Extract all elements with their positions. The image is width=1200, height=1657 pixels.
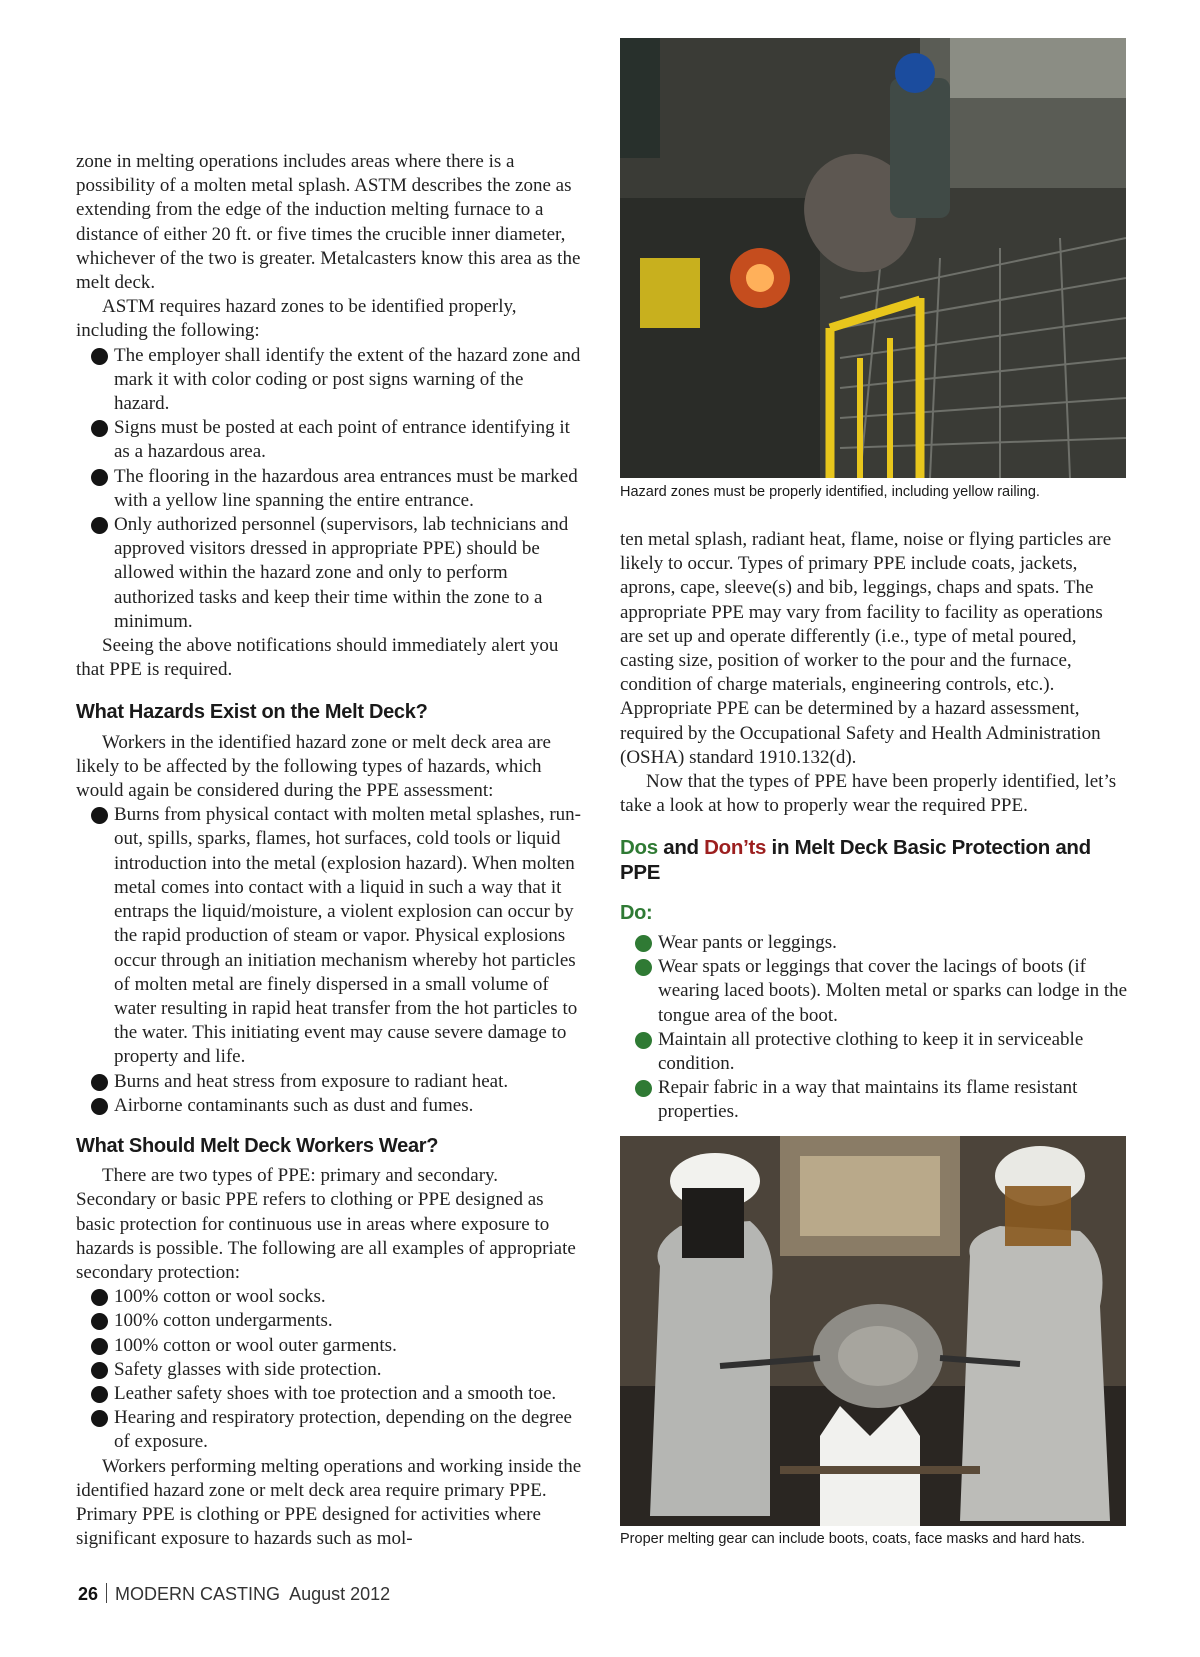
bullet-icon [91, 420, 108, 437]
list-item: The employer shall identify the extent of the hazard zone and mark it with color coding or post signs warning of the hazard. [76, 344, 582, 417]
continuation-paragraph: ten metal splash, radiant heat, flame, noise or flying particles are likely to occur. Types of primary PPE include coats, jackets, aprons, cape, sleeve(s) and bib, leggings, chaps and spats. The appropriate PPE may vary from facility to facility as operations are set up and operate differently (i.e., type of metal poured, casting size, position of worker to the pour and the furnace, condition of charge materials, engineering controls, etc.). Appropriate PPE can be determined by a hazard assessment, required by the Occupational Safety and Health Administration (OSHA) standard 1910.132(d). [620, 529, 1112, 768]
list-item: Maintain all protective clothing to keep it in serviceable condition. [620, 1028, 1128, 1076]
do-subheading: Do: [620, 901, 653, 924]
do-bullet-list [620, 931, 1128, 1125]
wear-heading: What Should Melt Deck Workers Wear? [76, 1134, 439, 1157]
page-number: 26 [78, 1584, 99, 1604]
list-item: Signs must be posted at each point of entrance identifying it as a hazardous area. [76, 416, 582, 464]
melting-gear-photo [620, 1136, 1126, 1526]
list-item: Leather safety shoes with toe protection and a smooth toe. [76, 1382, 582, 1406]
page-footer [78, 1583, 390, 1605]
hazards-heading: What Hazards Exist on the Melt Deck? [76, 701, 428, 724]
bullet-icon [91, 1313, 108, 1330]
dos-donts-heading: Dos and Don’ts in Melt Deck Basic Protection and PPE [620, 836, 1091, 884]
now-paragraph: Now that the types of PPE have been properly identified, let’s take a look at how to properly wear the required PPE. [620, 771, 1117, 817]
bullet-icon [635, 959, 652, 976]
melt-deck-illustration [620, 38, 1126, 478]
hazards-bullet-list [76, 803, 582, 1118]
list-item: 100% cotton or wool socks. [76, 1285, 582, 1309]
bullet-icon [91, 1362, 108, 1379]
wear-paragraph: There are two types of PPE: primary and secondary. Secondary or basic PPE refers to clothing or PPE designed as basic protection for continuous use in areas where exposure to hazards is possible. The following are all examples of appropriate secondary protection: [76, 1165, 576, 1283]
bullet-icon [91, 469, 108, 486]
bullet-icon [91, 517, 108, 534]
bullet-icon [635, 935, 652, 952]
magazine-name: MODERN CASTING [115, 1584, 281, 1604]
melt-deck-photo [620, 38, 1126, 478]
list-item: Safety glasses with side protection. [76, 1358, 582, 1382]
alert-paragraph: Seeing the above notifications should immediately alert you that PPE is required. [76, 635, 559, 681]
list-item: 100% cotton undergarments. [76, 1309, 582, 1333]
list-item: Only authorized personnel (supervisors, lab technicians and approved visitors dressed in appropriate PPE) should be allowed within the hazard zone and only to perform authorized tasks and keep their time within the zone to a minimum. [76, 513, 582, 634]
photo-caption-melting-gear: Proper melting gear can include boots, coats, face masks and hard hats. [620, 1531, 1086, 1547]
bullet-icon [91, 807, 108, 824]
list-item: The flooring in the hazardous area entrances must be marked with a yellow line spanning the entire entrance. [76, 465, 582, 513]
list-item: Hearing and respiratory protection, depending on the degree of exposure. [76, 1406, 582, 1454]
left-column [76, 150, 582, 1551]
list-item: Burns and heat stress from exposure to radiant heat. [76, 1070, 582, 1094]
bullet-icon [91, 1098, 108, 1115]
intro-paragraph: zone in melting operations includes areas where there is a possibility of a molten metal splash. ASTM describes the zone as extending from the edge of the induction melting furnace to a distance of either 20 ft. or five times the crucible inner diameter, whichever of the two is greater. Metalcasters know this area as the melt deck. [76, 151, 581, 294]
bullet-icon [635, 1080, 652, 1097]
wear-bullet-list [76, 1285, 582, 1454]
bullet-icon [91, 1338, 108, 1355]
bullet-icon [91, 348, 108, 365]
photo-caption-hazard-zones: Hazard zones must be properly identified, including yellow railing. [620, 484, 1040, 500]
bullet-icon [635, 1032, 652, 1049]
list-item: Repair fabric in a way that maintains its flame resistant properties. [620, 1076, 1128, 1124]
list-item: Burns from physical contact with molten metal splashes, run-out, spills, sparks, flames, hot surfaces, cold tools or liquid introduction into the metal (explosion hazard). When molten metal comes into contact with a liquid in such a way that it entraps the liquid/moisture, a violent explosion can occur by the rapid production of steam or vapor. Physical explosions occur through an initiation mechanism whereby hot particles of molten metal are finely dispersed in a small volume of water resulting in rapid heat transfer from the hot particles to the water. This initiating event may cause severe damage to property and life. [76, 803, 582, 1069]
list-item: Airborne contaminants such as dust and fumes. [76, 1094, 582, 1118]
melting-gear-illustration [620, 1136, 1126, 1526]
hazards-paragraph: Workers in the identified hazard zone or melt deck area are likely to be affected by the following types of hazards, which would again be considered during the PPE assessment: [76, 731, 551, 802]
list-item: 100% cotton or wool outer garments. [76, 1334, 582, 1358]
list-item: Wear pants or leggings. [620, 931, 1128, 955]
issue-date: August 2012 [289, 1584, 391, 1604]
right-column [620, 528, 1128, 1125]
astm-paragraph: ASTM requires hazard zones to be identified properly, including the following: [76, 296, 517, 342]
bullet-icon [91, 1410, 108, 1427]
bullet-icon [91, 1074, 108, 1091]
list-item: Wear spats or leggings that cover the lacings of boots (if wearing laced boots). Molten metal or sparks can lodge in the tongue area of the boot. [620, 955, 1128, 1028]
footer-divider [106, 1583, 107, 1603]
primary-ppe-paragraph: Workers performing melting operations and working inside the identified hazard zone or melt deck area require primary PPE. Primary PPE is clothing or PPE designed for activities where significant exposure to hazards such as mol- [76, 1455, 582, 1550]
bullet-icon [91, 1289, 108, 1306]
astm-bullet-list [76, 344, 582, 634]
bullet-icon [91, 1386, 108, 1403]
